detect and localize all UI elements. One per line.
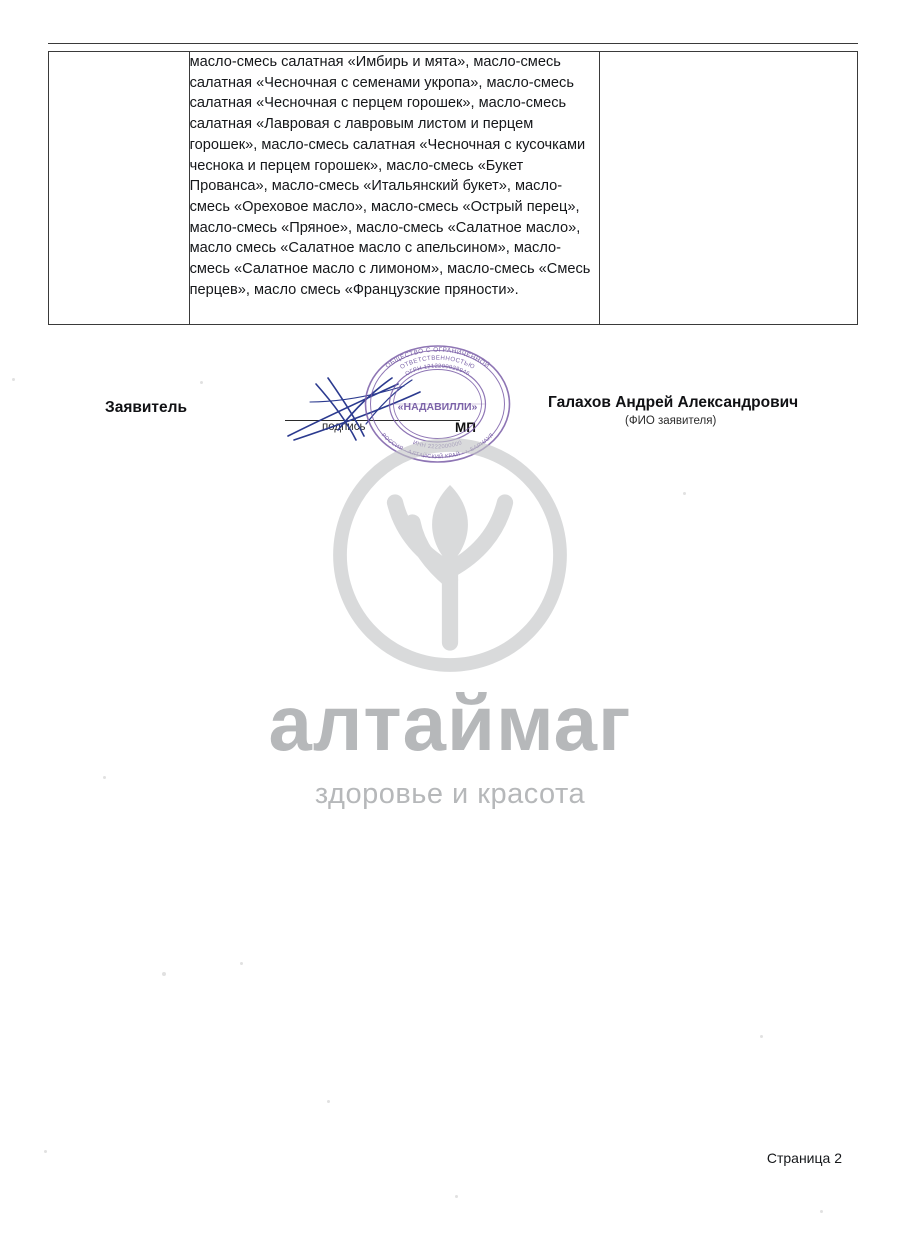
page-number: Страница 2 [766, 1150, 842, 1166]
tree-logo-icon [325, 430, 575, 680]
table-cell-number [49, 52, 190, 325]
scan-speck [200, 381, 203, 384]
scan-speck [240, 962, 243, 965]
svg-text:ОГРН 1212200028946 [405, 364, 471, 378]
table-cell-products: масло-смесь салатная «Имбирь и мята», масло-смесь салатная «Чесночная с семенами укропа», масло-смесь салатная «Чесночная с перцем горошек», масло-смесь салатная «Лавровая с лавровым листом и перцем горошек», масло-смесь салатная «Чесночная с кусочками чеснока и перцем горошек», масло-смесь «Букет Прованса», масло-смесь «Итальянский букет», масло-смесь «Ореховое масло», масло-смесь «Острый перец», масло-смесь «Пряное», масло-смесь «Салатное масло», масло смесь «Салатное масло с апельсином», масло-смесь «Салатное масло с лимоном», масло-смесь «Смесь перцев», масло смесь «Французские пряности». [189, 52, 599, 325]
applicant-name: Галахов Андрей Александрович [548, 394, 799, 411]
stamp-center-text: «НАДАВИЛЛИ» [397, 401, 478, 413]
signature-block [0, 385, 900, 445]
watermark-tagline: здоровье и красота [314, 778, 586, 810]
applicant-name-caption: (ФИО заявителя) [625, 415, 717, 427]
stamp-label: МП [455, 420, 476, 435]
scan-speck [820, 1210, 823, 1213]
scan-speck [455, 1195, 458, 1198]
svg-text:ОТВЕТСТВЕННОСТЬЮ [399, 355, 476, 371]
watermark-brand: алтаймаг [268, 679, 632, 767]
table-top-rule [48, 43, 858, 44]
stamp-bottom-text: РОССИЯ · АЛТАЙСКИЙ КРАЙ · г. БАРНАУЛ [379, 432, 496, 461]
signature-caption: подпись [322, 421, 366, 433]
stamp-second-text: ОТВЕТСТВЕННОСТЬЮ [398, 354, 476, 371]
stamp-top-text: ОБЩЕСТВО С ОГРАНИЧЕННОЙ [384, 346, 491, 370]
table-cell-right [599, 52, 857, 325]
scan-speck [760, 1035, 763, 1038]
product-table [48, 51, 858, 325]
scan-speck [12, 378, 15, 381]
stamp-inn: ИНН 2222000000 [412, 440, 464, 451]
stamp-ogrn: ОГРН 1212200028946 [404, 363, 471, 378]
scan-speck [327, 1100, 330, 1103]
table-row [49, 52, 858, 325]
scan-speck [162, 972, 166, 976]
scan-speck [683, 492, 686, 495]
applicant-label: Заявитель [105, 399, 188, 416]
svg-text:ОБЩЕСТВО С ОГРАНИЧЕННОЙ [384, 347, 491, 370]
signature-line [285, 420, 460, 421]
scan-speck [44, 1150, 47, 1153]
watermark [0, 430, 900, 811]
scan-speck [103, 776, 106, 779]
